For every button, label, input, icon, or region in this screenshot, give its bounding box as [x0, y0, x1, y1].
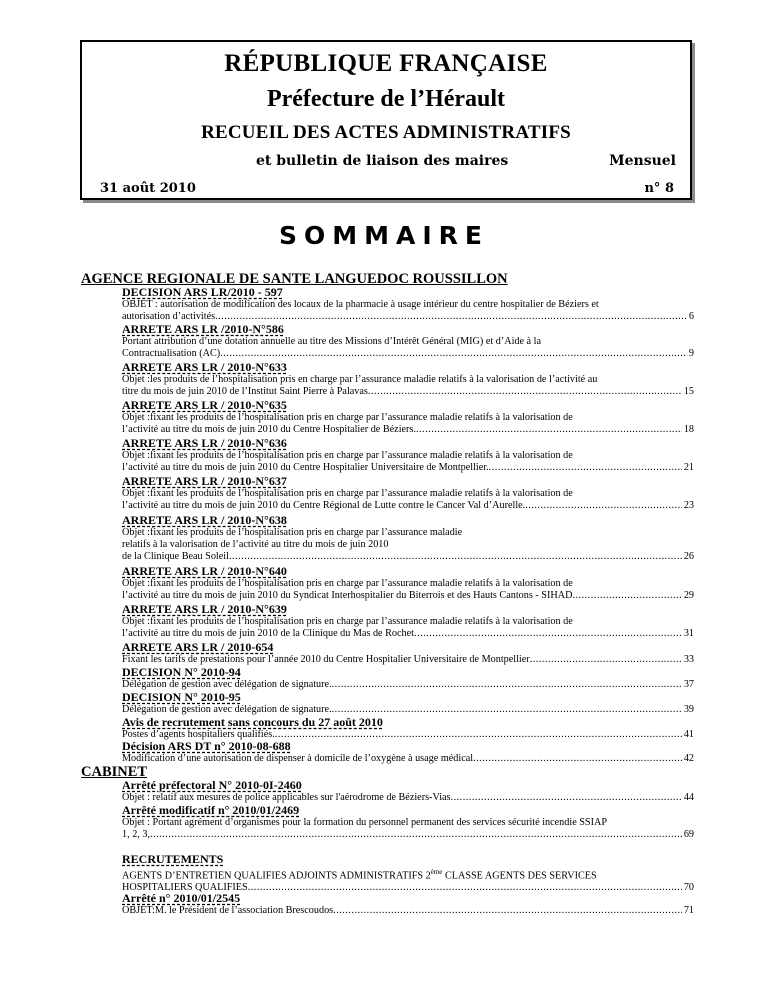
entry-description-line: OBJET : autorisation de modification des locaux de la pharmacie à usage intérieur du centre hospitalier de Béziers et — [122, 299, 599, 310]
toc-entry[interactable] — [122, 323, 694, 360]
header-date: 31 août 2010 — [100, 181, 196, 196]
dot-leader — [332, 679, 682, 691]
entry-title[interactable]: Arrêté préfectoral N° 2010-0I-2460 — [122, 778, 302, 792]
page-number[interactable]: 37 — [683, 679, 694, 690]
dot-leader — [150, 829, 682, 841]
header-number: n° 8 — [644, 181, 674, 196]
dot-leader — [368, 386, 682, 398]
entry-title[interactable]: ARRETE ARS LR /2010-N°586 — [122, 322, 284, 336]
entry-description — [122, 374, 694, 398]
header-recueil: RECUEIL DES ACTES ADMINISTRATIFS — [201, 122, 571, 143]
entry-description-last-line: Objet : relatif aux mesures de police applicables sur l'aérodrome de Béziers-Vias — [122, 792, 451, 803]
entry-leader-line — [122, 424, 694, 436]
entry-description — [122, 299, 694, 323]
page-number[interactable]: 23 — [683, 500, 694, 511]
page-number[interactable]: 18 — [683, 424, 694, 435]
entry-description-last-line: Contractualisation (AC) — [122, 348, 221, 359]
entry-description — [122, 616, 694, 640]
entry-title[interactable]: ARRETE ARS LR / 2010-N°633 — [122, 360, 287, 374]
toc-entry[interactable] — [122, 779, 694, 804]
toc-entry[interactable] — [122, 666, 694, 691]
entry-description-line: relatifs à la valorisation de l’activité au titre du mois de juin 2010 — [122, 539, 389, 550]
entry-description-line: AGENTS D’ENTRETIEN QUALIFIES ADJOINTS ADMINISTRATIFS 2ème CLASSE AGENTS DES SERVICES — [122, 868, 597, 882]
entry-title[interactable]: ARRETE ARS LR / 2010-654 — [122, 640, 274, 654]
toc-entry[interactable] — [122, 437, 694, 474]
entry-title[interactable]: Arrêté modificatif n° 2010/01/2469 — [122, 803, 300, 817]
entry-description-last-line: Modification d’une autorisation de dispenser à domicile de l’oxygène à usage médical — [122, 753, 474, 764]
header-frequency: Mensuel — [609, 153, 676, 169]
entry-description-last-line: l’activité au titre du mois de juin 2010 du Syndicat Interhospitalier du Biterrois et des Hauts Cantons - SIHAD — [122, 590, 573, 601]
entry-description-line: Portant attribution d’une dotation annuelle au titre des Missions d’Intérêt Général (MIG) et d’Aide à la — [122, 336, 541, 347]
entry-description-last-line: l’activité au titre du mois de juin 2010 du Centre Hospitalier Universitaire de Montpellier. — [122, 462, 489, 473]
entry-description — [122, 753, 694, 765]
entry-description-last-line: HOSPITALIERS QUALIFIES — [122, 882, 248, 894]
entry-title[interactable]: DECISION N° 2010-94 — [122, 665, 241, 679]
toc-entry[interactable] — [122, 804, 694, 841]
toc-entry[interactable] — [122, 475, 694, 512]
entry-description — [122, 527, 694, 563]
entry-description-last-line: Délégation de gestion avec délégation de signature. — [122, 679, 332, 690]
header-republique: RÉPUBLIQUE FRANÇAISE — [224, 50, 548, 77]
entry-description — [122, 488, 694, 512]
toc-entry[interactable] — [122, 361, 694, 398]
entry-leader-line — [122, 753, 694, 765]
page-number[interactable]: 70 — [683, 882, 694, 894]
entry-description — [122, 817, 694, 841]
entry-description — [122, 336, 694, 360]
dot-leader — [215, 311, 687, 323]
entry-title[interactable]: ARRETE ARS LR / 2010-N°637 — [122, 474, 287, 488]
entry-description-line: Objet :fixant les produits de l’hospitalisation pris en charge par l’assurance maladie relatifs à la valorisation de — [122, 450, 573, 461]
toc-entry[interactable] — [122, 641, 694, 666]
entry-leader-line — [122, 386, 694, 398]
entry-description — [122, 450, 694, 474]
entry-description-line: Objet :fixant les produits de l’hospitalisation pris en charge par l’assurance maladie relatifs à la valorisation de — [122, 616, 573, 627]
header-prefecture: Préfecture de l’Hérault — [266, 86, 506, 112]
entry-description — [122, 905, 694, 917]
entry-title[interactable]: ARRETE ARS LR / 2010-N°636 — [122, 436, 287, 450]
page-number[interactable]: 39 — [683, 704, 694, 715]
entry-leader-line — [122, 551, 694, 563]
dot-leader — [220, 348, 687, 360]
entry-description-last-line: Postes d’agents hospitaliers qualifiés. — [122, 729, 275, 740]
section-title: CABINET — [81, 764, 148, 780]
entry-description-line: Objet :fixant les produits de l’hospitalisation pris en charge par l’assurance maladie relatifs à la valorisation de — [122, 488, 573, 499]
entry-description-last-line: de la Clinique Beau Soleil — [122, 551, 229, 562]
entry-description-line: Objet :fixant les produits de l’hospitalisation pris en charge par l’assurance maladie relatifs à la valorisation de — [122, 578, 573, 589]
dot-leader — [473, 753, 682, 765]
entry-leader-line — [122, 590, 694, 602]
dot-leader — [489, 462, 682, 474]
entry-title[interactable]: ARRETE ARS LR / 2010-N°640 — [122, 564, 287, 578]
entry-title[interactable]: Avis de recrutement sans concours du 27 août 2010 — [122, 715, 383, 729]
entry-description-line: Objet : Portant agrément d’organismes pour la formation du personnel permanent des services sécurité incendie SSIAP — [122, 817, 608, 828]
entry-title[interactable]: ARRETE ARS LR / 2010-N°638 — [122, 513, 287, 527]
toc-entry[interactable] — [122, 853, 694, 894]
dot-leader — [416, 424, 682, 436]
page-number[interactable]: 41 — [683, 729, 694, 740]
dot-leader — [333, 905, 682, 917]
entry-title[interactable]: DECISION ARS LR/2010 - 597 — [122, 285, 283, 299]
entry-leader-line — [122, 462, 694, 474]
entry-description-last-line: 1, 2, 3, — [122, 829, 151, 840]
entry-title[interactable]: Décision ARS DT n° 2010-08-688 — [122, 739, 291, 753]
dot-leader — [525, 500, 682, 512]
toc-entry[interactable] — [122, 514, 694, 563]
entry-leader-line — [122, 500, 694, 512]
page-number[interactable]: 71 — [683, 905, 694, 916]
entry-description-line: Objet :les produits de l’hospitalisation pris en charge par l’assurance maladie relatifs à la valorisation de l’activité au — [122, 374, 598, 385]
dot-leader — [572, 590, 681, 602]
dot-leader — [530, 654, 682, 666]
dot-leader — [332, 704, 682, 716]
entry-description-line: Objet :fixant les produits de l’hospitalisation pris en charge par l’assurance maladie — [122, 527, 463, 538]
toc-entry[interactable] — [122, 716, 694, 741]
entry-description-last-line: Délégation de gestion avec délégation de signature. — [122, 704, 332, 715]
page-number[interactable]: 33 — [683, 654, 694, 665]
page-number[interactable]: 26 — [683, 551, 694, 562]
page-number[interactable]: 42 — [683, 753, 694, 764]
dot-leader — [229, 551, 682, 563]
entry-description-last-line: titre du mois de juin 2010 de l’Institut Saint Pierre à Palavas — [122, 386, 368, 397]
entry-leader-line — [122, 905, 694, 917]
entry-description — [122, 412, 694, 436]
toc-entry[interactable] — [122, 892, 694, 917]
entry-title[interactable]: ARRETE ARS LR / 2010-N°639 — [122, 602, 287, 616]
header-box — [80, 40, 692, 200]
toc-entry[interactable] — [122, 740, 694, 765]
toc-entry[interactable] — [122, 691, 694, 716]
entry-description-last-line: l’activité au titre du mois de juin 2010 de la Clinique du Mas de Rochet — [122, 628, 414, 639]
header-bulletin: et bulletin de liaison des maires — [256, 153, 509, 169]
entry-title[interactable]: Arrêté n° 2010/01/2545 — [122, 891, 241, 905]
page-number[interactable]: 21 — [683, 462, 694, 473]
page-number[interactable]: 31 — [683, 628, 694, 639]
entry-leader-line — [122, 628, 694, 640]
section-title: AGENCE REGIONALE DE SANTE LANGUEDOC ROUSSILLON — [81, 271, 508, 287]
toc-entry[interactable] — [122, 286, 694, 323]
page-number[interactable]: 6 — [688, 311, 694, 322]
dot-leader — [451, 792, 682, 804]
entry-title[interactable]: RECRUTEMENTS — [122, 852, 224, 866]
page-number[interactable]: 44 — [683, 792, 694, 803]
page-number[interactable]: 15 — [683, 386, 694, 397]
toc-entry[interactable] — [122, 603, 694, 640]
page-title: SOMMAIRE — [279, 221, 489, 250]
page-number[interactable]: 9 — [688, 348, 694, 359]
dot-leader — [414, 628, 682, 640]
entry-title[interactable]: DECISION N° 2010-95 — [122, 690, 241, 704]
page-number[interactable]: 29 — [683, 590, 694, 601]
entry-description-last-line: Fixant les tarifs de prestations pour l’année 2010 du Centre Hospitalier Universitaire de Montpellier — [122, 654, 530, 665]
entry-description — [122, 578, 694, 602]
entry-leader-line — [122, 348, 694, 360]
entry-description-last-line: l’activité au titre du mois de juin 2010 du Centre Hospitalier de Béziers. — [122, 424, 416, 435]
entry-description-last-line: l’activité au titre du mois de juin 2010 du Centre Régional de Lutte contre le Cancer Val d’Aurelle. — [122, 500, 526, 511]
entry-leader-line — [122, 829, 694, 841]
entry-title[interactable]: ARRETE ARS LR / 2010-N°635 — [122, 398, 287, 412]
toc-entry[interactable] — [122, 565, 694, 602]
page-number[interactable]: 69 — [683, 829, 694, 840]
entry-description-last-line: autorisation d’activités — [122, 311, 216, 322]
toc-entry[interactable] — [122, 399, 694, 436]
entry-description-last-line: OBJET:M. le Président de l’association Brescoudos — [122, 905, 334, 916]
entry-description-line: Objet :fixant les produits de l’hospitalisation pris en charge par l’assurance maladie relatifs à la valorisation de — [122, 412, 573, 423]
